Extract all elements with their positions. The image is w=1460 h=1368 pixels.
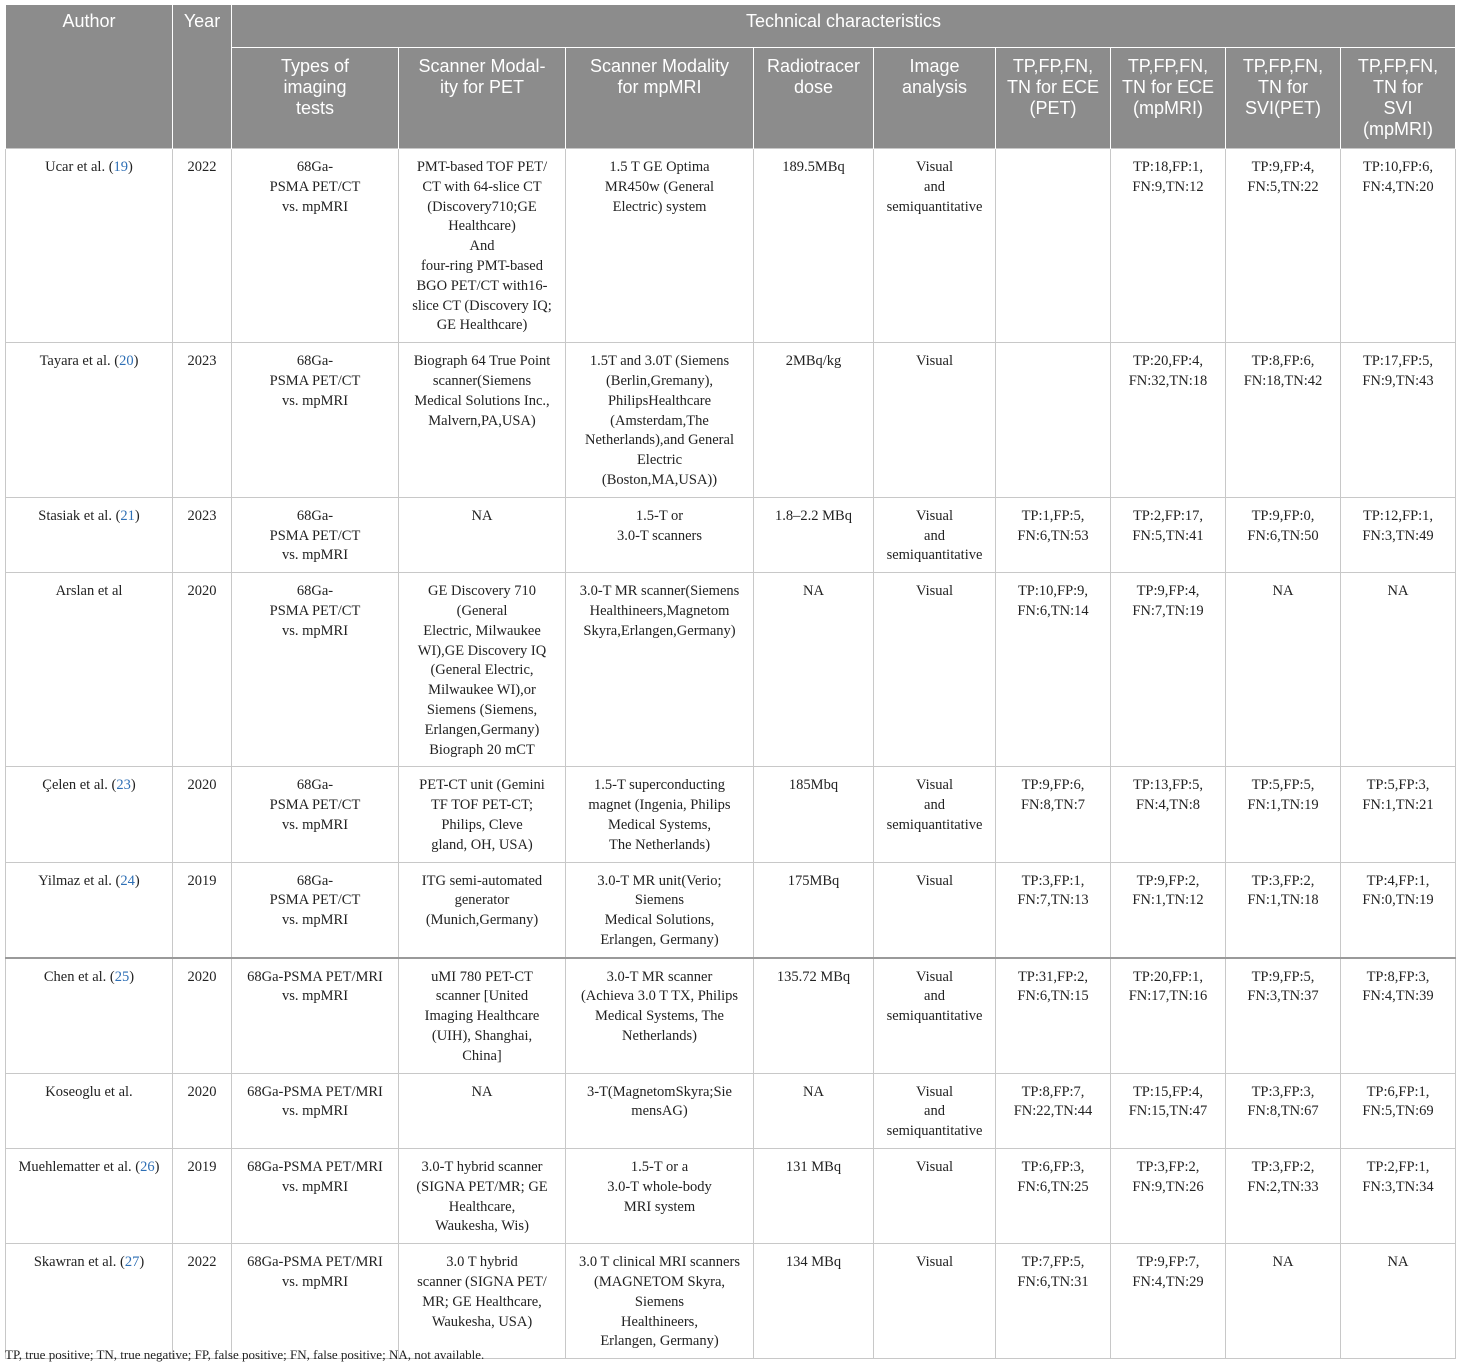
svi-mri-cell: TP:4,FP:1, FN:0,TN:19 — [1341, 862, 1456, 958]
radiotracer-dose-cell: 2MBq/kg — [754, 343, 874, 498]
svi-pet-cell: TP:9,FP:0, FN:6,TN:50 — [1226, 497, 1341, 572]
radiotracer-dose-cell: NA — [754, 1073, 874, 1148]
author-name: Arslan et al — [55, 583, 123, 600]
image-analysis-cell: Visual — [874, 573, 996, 767]
year-cell: 2019 — [173, 1149, 232, 1244]
mri-scanner-cell: 3.0 T clinical MRI scanners (MAGNETOM Skyra, Siemens Healthineers, Erlangen, Germany) — [566, 1244, 754, 1359]
radiotracer-dose-cell: 131 MBq — [754, 1149, 874, 1244]
pet-scanner-cell: PET-CT unit (Gemini TF TOF PET-CT; Philips, Cleve gland, OH, USA) — [399, 767, 566, 862]
author-name: Stasiak et al. ( — [38, 507, 121, 524]
ece-mri-cell: TP:18,FP:1, FN:9,TN:12 — [1111, 149, 1226, 343]
author-paren: ) — [139, 1254, 145, 1271]
ece-pet-cell: TP:10,FP:9, FN:6,TN:14 — [996, 573, 1111, 767]
reference-link[interactable]: 20 — [119, 353, 134, 370]
ece-pet-cell — [996, 343, 1111, 498]
svi-mri-cell: TP:12,FP:1, FN:3,TN:49 — [1341, 497, 1456, 572]
year-cell: 2020 — [173, 958, 232, 1073]
author-name: Muehlematter et al. ( — [18, 1159, 141, 1176]
radiotracer-dose-cell: 134 MBq — [754, 1244, 874, 1359]
author-paren: ) — [129, 968, 135, 985]
header-column: TP,FP,FN, TN for SVI (mpMRI) — [1341, 48, 1456, 149]
year-cell: 2023 — [173, 343, 232, 498]
author-name: Yilmaz et al. ( — [38, 872, 121, 889]
svi-mri-cell: TP:2,FP:1, FN:3,TN:34 — [1341, 1149, 1456, 1244]
header-column: Scanner Modality for mpMRI — [566, 48, 754, 149]
year-cell: 2023 — [173, 497, 232, 572]
pet-scanner-cell: PMT-based TOF PET/ CT with 64-slice CT (Discovery710;GE Healthcare) And four-ring PMT-based BGO PET/CT with16- slice CT (Discovery IQ; GE Healthcare) — [399, 149, 566, 343]
author-cell — [6, 958, 173, 1073]
author-name: Tayara et al. ( — [39, 353, 120, 370]
author-cell — [6, 1073, 173, 1148]
svi-pet-cell: NA — [1226, 573, 1341, 767]
header-column: Scanner Modal- ity for PET — [399, 48, 566, 149]
image-analysis-cell: Visual and semiquantitative — [874, 1073, 996, 1148]
mri-scanner-cell: 1.5-T or a 3.0-T whole-body MRI system — [566, 1149, 754, 1244]
table-row — [6, 958, 1456, 1073]
pet-scanner-cell: NA — [399, 1073, 566, 1148]
pet-scanner-cell: 3.0-T hybrid scanner (SIGNA PET/MR; GE Healthcare, Waukesha, Wis) — [399, 1149, 566, 1244]
table-row — [6, 1149, 1456, 1244]
header-column: TP,FP,FN, TN for SVI(PET) — [1226, 48, 1341, 149]
mri-scanner-cell: 3.0-T MR scanner(Siemens Healthineers,Magnetom Skyra,Erlangen,Germany) — [566, 573, 754, 767]
reference-link[interactable]: 21 — [120, 507, 135, 524]
author-name: Chen et al. ( — [43, 968, 115, 985]
author-cell — [6, 1149, 173, 1244]
image-analysis-cell: Visual and semiquantitative — [874, 497, 996, 572]
radiotracer-dose-cell: 189.5MBq — [754, 149, 874, 343]
ece-mri-cell: TP:20,FP:4, FN:32,TN:18 — [1111, 343, 1226, 498]
reference-link[interactable]: 23 — [116, 777, 131, 794]
imaging-types-cell: 68Ga-PSMA PET/MRI vs. mpMRI — [232, 1073, 399, 1148]
ece-mri-cell: TP:20,FP:1, FN:17,TN:16 — [1111, 958, 1226, 1073]
mri-scanner-cell: 3.0-T MR scanner (Achieva 3.0 T TX, Philips Medical Systems, The Netherlands) — [566, 958, 754, 1073]
author-name: Koseoglu et al. — [45, 1083, 133, 1100]
table-body — [6, 149, 1456, 1359]
image-analysis-cell: Visual — [874, 1149, 996, 1244]
year-cell: 2020 — [173, 767, 232, 862]
year-cell: 2022 — [173, 1244, 232, 1359]
author-cell — [6, 862, 173, 958]
svi-mri-cell: TP:10,FP:6, FN:4,TN:20 — [1341, 149, 1456, 343]
pet-scanner-cell: 3.0 T hybrid scanner (SIGNA PET/ MR; GE Healthcare, Waukesha, USA) — [399, 1244, 566, 1359]
author-paren: ) — [134, 872, 140, 889]
author-cell — [6, 149, 173, 343]
table-row — [6, 1073, 1456, 1148]
ece-mri-cell: TP:15,FP:4, FN:15,TN:47 — [1111, 1073, 1226, 1148]
author-paren: ) — [154, 1159, 160, 1176]
image-analysis-cell: Visual and semiquantitative — [874, 767, 996, 862]
year-cell: 2022 — [173, 149, 232, 343]
header-column: TP,FP,FN, TN for ECE (mpMRI) — [1111, 48, 1226, 149]
imaging-types-cell: 68Ga-PSMA PET/MRI vs. mpMRI — [232, 958, 399, 1073]
ece-pet-cell: TP:3,FP:1, FN:7,TN:13 — [996, 862, 1111, 958]
ece-mri-cell: TP:3,FP:2, FN:9,TN:26 — [1111, 1149, 1226, 1244]
header-author: Author — [6, 5, 173, 149]
svi-pet-cell: TP:3,FP:3, FN:8,TN:67 — [1226, 1073, 1341, 1148]
table-row — [6, 343, 1456, 498]
radiotracer-dose-cell: 175MBq — [754, 862, 874, 958]
imaging-types-cell: 68Ga-PSMA PET/MRI vs. mpMRI — [232, 1149, 399, 1244]
svi-mri-cell: NA — [1341, 1244, 1456, 1359]
mri-scanner-cell: 1.5 T GE Optima MR450w (General Electric) system — [566, 149, 754, 343]
ece-pet-cell: TP:31,FP:2, FN:6,TN:15 — [996, 958, 1111, 1073]
svi-mri-cell: TP:6,FP:1, FN:5,TN:69 — [1341, 1073, 1456, 1148]
imaging-types-cell: 68Ga- PSMA PET/CT vs. mpMRI — [232, 862, 399, 958]
author-cell — [6, 343, 173, 498]
author-name: Skawran et al. ( — [33, 1254, 125, 1271]
imaging-types-cell: 68Ga- PSMA PET/CT vs. mpMRI — [232, 767, 399, 862]
svi-pet-cell: TP:8,FP:6, FN:18,TN:42 — [1226, 343, 1341, 498]
mri-scanner-cell: 1.5-T or 3.0-T scanners — [566, 497, 754, 572]
author-cell — [6, 767, 173, 862]
radiotracer-dose-cell: 1.8–2.2 MBq — [754, 497, 874, 572]
reference-link[interactable]: 25 — [114, 968, 130, 985]
reference-link[interactable]: 26 — [140, 1159, 155, 1176]
table-row — [6, 767, 1456, 862]
svi-pet-cell: TP:3,FP:2, FN:2,TN:33 — [1226, 1149, 1341, 1244]
imaging-types-cell: 68Ga- PSMA PET/CT vs. mpMRI — [232, 343, 399, 498]
year-cell: 2020 — [173, 1073, 232, 1148]
ece-mri-cell: TP:2,FP:17, FN:5,TN:41 — [1111, 497, 1226, 572]
header-column: Types of imaging tests — [232, 48, 399, 149]
author-cell — [6, 497, 173, 572]
author-paren: ) — [134, 507, 140, 524]
reference-link[interactable]: 19 — [113, 159, 129, 175]
pet-scanner-cell: GE Discovery 710 (General Electric, Milwaukee WI),GE Discovery IQ (General Electric, Milwaukee WI),or Siemens (Siemens, Erlangen,Germany) Biograph 20 mCT — [399, 573, 566, 767]
radiotracer-dose-cell: 185Mbq — [754, 767, 874, 862]
svi-mri-cell: TP:5,FP:3, FN:1,TN:21 — [1341, 767, 1456, 862]
ece-pet-cell: TP:8,FP:7, FN:22,TN:44 — [996, 1073, 1111, 1148]
mri-scanner-cell: 3.0-T MR unit(Verio; Siemens Medical Solutions, Erlangen, Germany) — [566, 862, 754, 958]
technical-characteristics-table-container — [5, 5, 1455, 1359]
pet-scanner-cell: uMI 780 PET-CT scanner [United Imaging Healthcare (UIH), Shanghai, China] — [399, 958, 566, 1073]
svi-pet-cell: TP:5,FP:5, FN:1,TN:19 — [1226, 767, 1341, 862]
ece-mri-cell: TP:9,FP:7, FN:4,TN:29 — [1111, 1244, 1226, 1359]
mri-scanner-cell: 1.5T and 3.0T (Siemens (Berlin,Gremany), PhilipsHealthcare (Amsterdam,The Netherlands),and General Electric (Boston,MA,USA)) — [566, 343, 754, 498]
image-analysis-cell: Visual and semiquantitative — [874, 958, 996, 1073]
reference-link[interactable]: 24 — [120, 872, 135, 889]
pet-scanner-cell: NA — [399, 497, 566, 572]
svi-mri-cell: TP:8,FP:3, FN:4,TN:39 — [1341, 958, 1456, 1073]
pet-scanner-cell: ITG semi-automated generator (Munich,Germany) — [399, 862, 566, 958]
image-analysis-cell: Visual — [874, 343, 996, 498]
svi-pet-cell: TP:9,FP:5, FN:3,TN:37 — [1226, 958, 1341, 1073]
image-analysis-cell: Visual and semiquantitative — [874, 149, 996, 343]
ece-pet-cell: TP:1,FP:5, FN:6,TN:53 — [996, 497, 1111, 572]
mri-scanner-cell: 3-T(MagnetomSkyra;Sie mensAG) — [566, 1073, 754, 1148]
table-row — [6, 862, 1456, 958]
year-cell: 2019 — [173, 862, 232, 958]
svi-mri-cell: TP:17,FP:5, FN:9,TN:43 — [1341, 343, 1456, 498]
pet-scanner-cell: Biograph 64 True Point scanner(Siemens Medical Solutions Inc., Malvern,PA,USA) — [399, 343, 566, 498]
author-name: Çelen et al. ( — [42, 777, 117, 794]
ece-mri-cell: TP:13,FP:5, FN:4,TN:8 — [1111, 767, 1226, 862]
svi-pet-cell: TP:9,FP:4, FN:5,TN:22 — [1226, 149, 1341, 343]
ece-pet-cell: TP:9,FP:6, FN:8,TN:7 — [996, 767, 1111, 862]
imaging-types-cell: 68Ga- PSMA PET/CT vs. mpMRI — [232, 149, 399, 343]
imaging-types-cell: 68Ga-PSMA PET/MRI vs. mpMRI — [232, 1244, 399, 1359]
author-cell — [6, 573, 173, 767]
svi-pet-cell: TP:3,FP:2, FN:1,TN:18 — [1226, 862, 1341, 958]
author-name: Ucar et al. ( — [45, 159, 114, 175]
imaging-types-cell: 68Ga- PSMA PET/CT vs. mpMRI — [232, 573, 399, 767]
header-column: Radiotracer dose — [754, 48, 874, 149]
author-paren: ) — [130, 777, 136, 794]
svi-pet-cell: NA — [1226, 1244, 1341, 1359]
author-cell — [6, 1244, 173, 1359]
table-row — [6, 1244, 1456, 1359]
table-row — [6, 573, 1456, 767]
header-column: Image analysis — [874, 48, 996, 149]
ece-mri-cell: TP:9,FP:4, FN:7,TN:19 — [1111, 573, 1226, 767]
ece-mri-cell: TP:9,FP:2, FN:1,TN:12 — [1111, 862, 1226, 958]
ece-pet-cell: TP:7,FP:5, FN:6,TN:31 — [996, 1244, 1111, 1359]
imaging-types-cell: 68Ga- PSMA PET/CT vs. mpMRI — [232, 497, 399, 572]
radiotracer-dose-cell: NA — [754, 573, 874, 767]
radiotracer-dose-cell: 135.72 MBq — [754, 958, 874, 1073]
year-cell: 2020 — [173, 573, 232, 767]
table-footnote: TP, true positive; TN, true negative; FP, false positive; FN, false positive; NA, not available. — [5, 1347, 485, 1362]
technical-characteristics-table — [5, 5, 1456, 1359]
author-paren: ) — [133, 353, 139, 370]
header-technical-characteristics: Technical characteristics — [232, 5, 1456, 48]
ece-pet-cell: TP:6,FP:3, FN:6,TN:25 — [996, 1149, 1111, 1244]
svi-mri-cell: NA — [1341, 573, 1456, 767]
image-analysis-cell: Visual — [874, 862, 996, 958]
header-year: Year — [173, 5, 232, 149]
author-paren: ) — [128, 159, 133, 175]
mri-scanner-cell: 1.5-T superconducting magnet (Ingenia, Philips Medical Systems, The Netherlands) — [566, 767, 754, 862]
reference-link[interactable]: 27 — [124, 1254, 140, 1271]
ece-pet-cell — [996, 149, 1111, 343]
image-analysis-cell: Visual — [874, 1244, 996, 1359]
header-column: TP,FP,FN, TN for ECE (PET) — [996, 48, 1111, 149]
table-row — [6, 149, 1456, 343]
table-row — [6, 497, 1456, 572]
